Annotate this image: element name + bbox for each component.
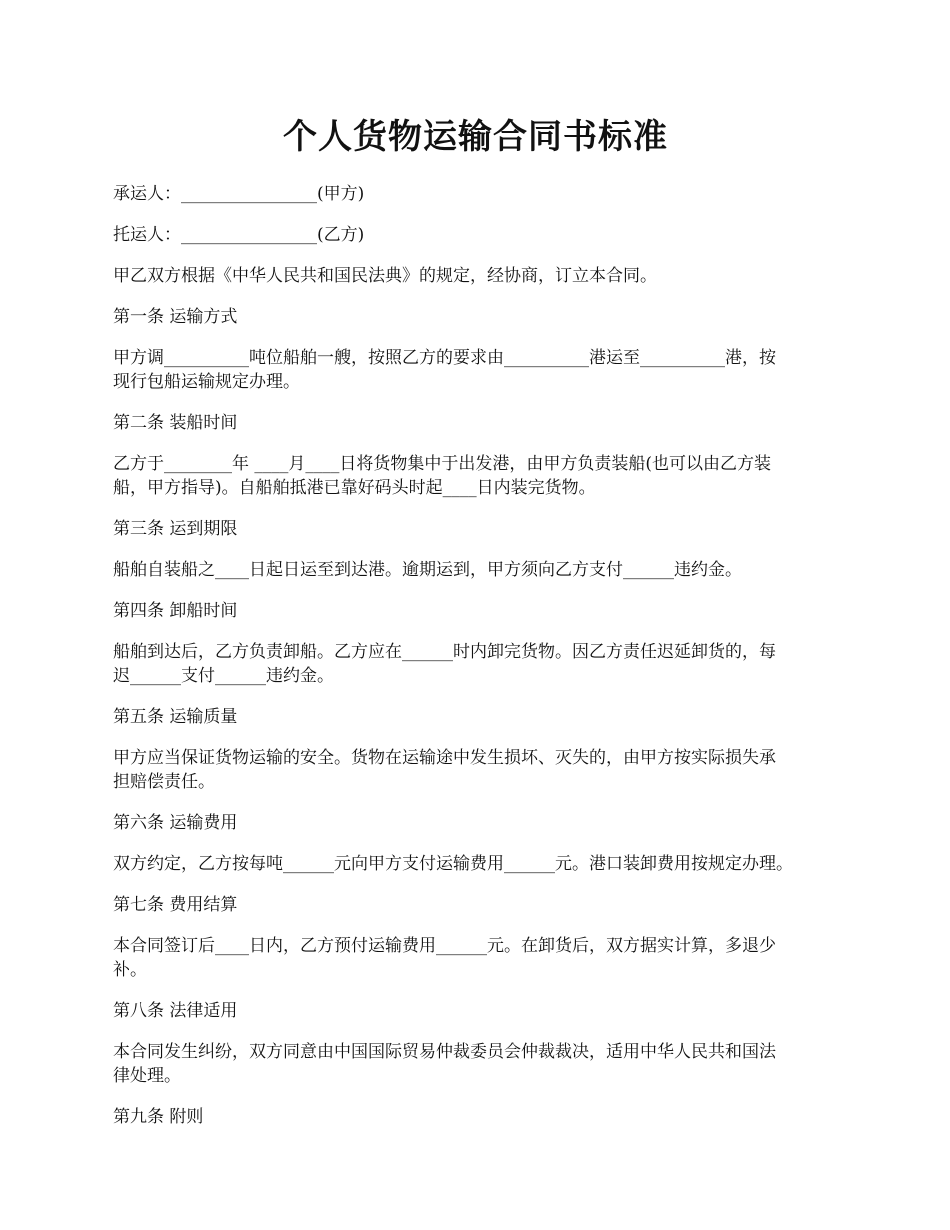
section-heading: 第四条 卸船时间 xyxy=(113,601,238,621)
section-heading: 第六条 运输费用 xyxy=(113,813,238,833)
section-heading: 第一条 运输方式 xyxy=(113,307,238,327)
section-body: 双方约定，乙方按每吨______元向甲方支付运输费用______元。港口装卸费用按规定办理。 xyxy=(113,854,793,874)
preamble: 甲乙双方根据《中华人民共和国民法典》的规定，经协商，订立本合同。 xyxy=(113,266,657,286)
section-heading: 第七条 费用结算 xyxy=(113,895,238,915)
section-heading: 第九条 附则 xyxy=(113,1107,204,1127)
section-heading: 第三条 运到期限 xyxy=(113,519,238,539)
document-title: 个人货物运输合同书标准 xyxy=(283,117,668,157)
shipper-line: 托运人：________________(乙方) xyxy=(113,225,365,245)
section-body: 本合同发生纠纷，双方同意由中国国际贸易仲裁委员会仲裁裁决，适用中华人民共和国法 律处理。 xyxy=(113,1042,776,1086)
section-body: 乙方于________年 ____月____日将货物集中于出发港，由甲方负责装船(也可以由乙方装 船，甲方指导)。自船舶抵港已靠好码头时起____日内装完货物。 xyxy=(113,454,772,498)
section-body: 本合同签订后____日内，乙方预付运输费用______元。在卸货后，双方据实计算，多退少 补。 xyxy=(113,936,776,980)
section-body: 甲方应当保证货物运输的安全。货物在运输途中发生损坏、灭失的，由甲方按实际损失承 担赔偿责任。 xyxy=(113,748,776,792)
section-body: 船舶自装船之____日起日运至到达港。逾期运到，甲方须向乙方支付______违约金。 xyxy=(113,560,742,580)
section-heading: 第五条 运输质量 xyxy=(113,707,238,727)
section-heading: 第八条 法律适用 xyxy=(113,1001,238,1021)
carrier-line: 承运人：________________(甲方) xyxy=(113,184,365,204)
section-heading: 第二条 装船时间 xyxy=(113,413,238,433)
section-body: 船舶到达后，乙方负责卸船。乙方应在______时内卸完货物。因乙方责任迟延卸货的，每 迟______支付______违约金。 xyxy=(113,642,776,686)
section-body: 甲方调__________吨位船舶一艘，按照乙方的要求由__________港运至__________港，按 现行包船运输规定办理。 xyxy=(113,348,776,392)
